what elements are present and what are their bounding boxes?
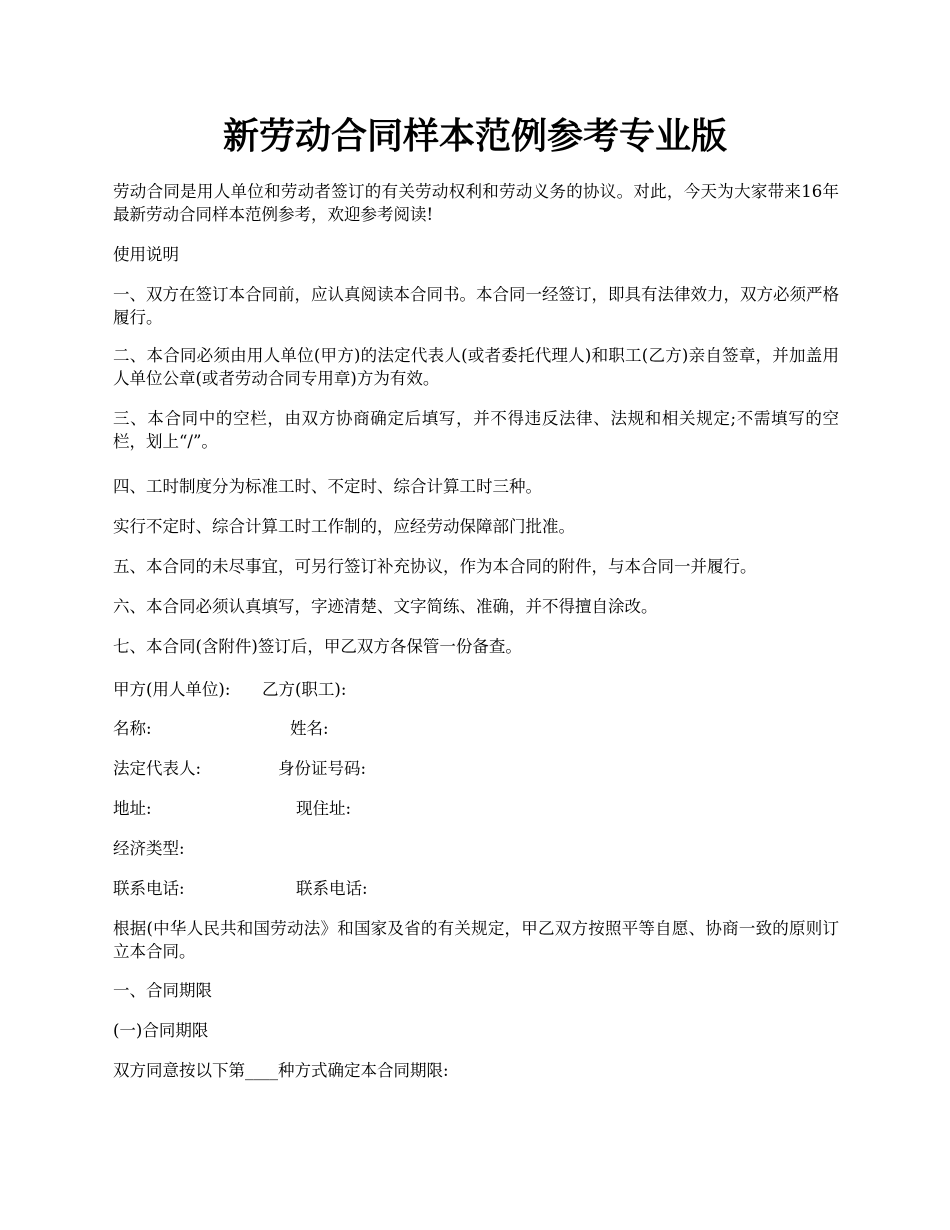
- field-legal-rep-label: 法定代表人:: [113, 759, 202, 778]
- field-row-economic-type: [113, 837, 185, 860]
- section-1-text: 双方同意按以下第____种方式确定本合同期限:: [113, 1061, 449, 1080]
- usage-item-2: 二、本合同必须由用人单位(甲方)的法定代表人(或者委托代理人)和职工(乙方)亲自签章，并加盖用人单位公章(或者劳动合同专用章)方为有效。: [113, 346, 839, 388]
- intro-paragraph: 劳动合同是用人单位和劳动者签订的有关劳动权利和劳动义务的协议。对此，今天为大家带来16年最新劳动合同样本范例参考，欢迎参考阅读!: [113, 182, 839, 224]
- field-company-name-label: 名称:: [113, 719, 152, 738]
- usage-item-7: 七、本合同(含附件)签订后，甲乙双方各保管一份备查。: [113, 637, 522, 656]
- parties-line: [113, 678, 347, 701]
- section-1-subheading: (一)合同期限: [113, 1021, 209, 1040]
- usage-item-3: 三、本合同中的空栏，由双方协商确定后填写，并不得违反法律、法规和相关规定;不需填写的空栏，划上“/”。: [113, 409, 839, 451]
- usage-item-6: 六、本合同必须认真填写，字迹清楚、文字简练、准确，并不得擅自涂改。: [113, 597, 658, 616]
- basis-paragraph: 根据(中华人民共和国劳动法》和国家及省的有关规定，甲乙双方按照平等自愿、协商一致的原则订立本合同。: [113, 919, 839, 961]
- section-1-heading: 一、合同期限: [113, 981, 212, 1000]
- field-person-name-label: 姓名:: [290, 719, 329, 738]
- party-a-label: 甲方(用人单位):: [113, 680, 231, 699]
- document-title: 新劳动合同样本范例参考专业版: [222, 115, 727, 157]
- usage-item-5: 五、本合同的未尽事宜，可另行签订补充协议，作为本合同的附件，与本合同一并履行。: [113, 557, 757, 576]
- party-b-label: 乙方(职工):: [262, 680, 347, 699]
- field-row-phone: [113, 877, 368, 900]
- usage-item-4-note: 实行不定时、综合计算工时工作制的，应经劳动保障部门批准。: [113, 517, 575, 536]
- field-economic-type-label: 经济类型:: [113, 839, 185, 858]
- field-company-address-label: 地址:: [113, 799, 152, 818]
- usage-heading: 使用说明: [113, 245, 179, 264]
- field-id-number-label: 身份证号码:: [278, 759, 367, 778]
- field-company-phone-label: 联系电话:: [113, 879, 185, 898]
- field-person-phone-label: 联系电话:: [296, 879, 368, 898]
- usage-item-1: 一、双方在签订本合同前，应认真阅读本合同书。本合同一经签订，即具有法律效力，双方必须严格履行。: [113, 285, 839, 327]
- field-row-name: [113, 717, 329, 740]
- field-current-address-label: 现住址:: [296, 799, 352, 818]
- field-row-representative: [113, 757, 367, 780]
- usage-item-4: 四、工时制度分为标准工时、不定时、综合计算工时三种。: [113, 477, 542, 496]
- field-row-address: [113, 797, 352, 820]
